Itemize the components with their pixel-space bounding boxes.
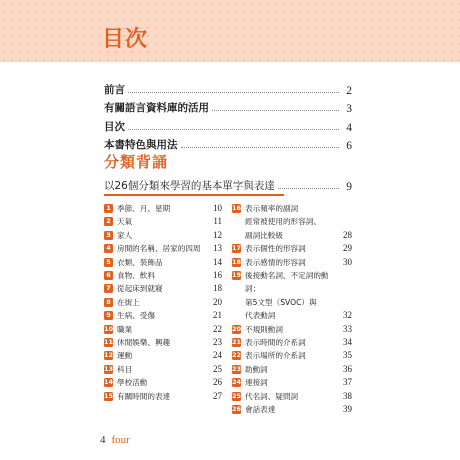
number-badge: 5 [104, 258, 113, 267]
toc-entry[interactable] [232, 363, 352, 376]
number-badge: 24 [232, 378, 242, 387]
front-matter-item[interactable] [104, 134, 352, 153]
front-matter-page: 2 [339, 85, 352, 97]
entry-page: 30 [343, 256, 352, 267]
page-footer [100, 434, 130, 446]
toc-entry[interactable] [232, 202, 352, 242]
toc-entry[interactable] [104, 363, 222, 376]
entry-title: 科目 [117, 364, 133, 374]
header-band [0, 0, 460, 62]
section-subtitle-page: 9 [339, 181, 352, 193]
entry-title: 食物、飲料 [117, 271, 155, 281]
dot-leader [181, 147, 340, 148]
toc-entry[interactable] [232, 336, 352, 349]
toc-entry[interactable] [104, 269, 222, 282]
entry-title: 表示時間的介系詞 [245, 338, 306, 348]
number-badge: 26 [232, 405, 242, 414]
front-matter-item[interactable] [104, 78, 352, 97]
entry-title: 會話表達 [245, 405, 276, 415]
entry-page: 25 [213, 363, 222, 374]
entry-page: 37 [343, 377, 352, 388]
entry-page: 23 [213, 337, 222, 348]
entry-title: 連接詞 [245, 378, 268, 388]
entry-title: 職業 [117, 324, 133, 334]
entry-title: 學校活動 [117, 378, 148, 388]
number-badge: 21 [232, 338, 242, 347]
entry-page: 28 [343, 229, 352, 240]
entry-title: 從起床到就寢 [117, 284, 163, 294]
entry-page: 27 [213, 390, 222, 401]
entry-title: 代名詞、疑問詞 [245, 391, 299, 401]
entry-title: 在街上 [117, 297, 140, 307]
entry-title: 表示場所的介系詞 [245, 351, 306, 361]
number-badge: 23 [232, 364, 242, 373]
entry-page: 12 [213, 229, 222, 240]
entry-title: 運動 [117, 351, 133, 361]
number-badge: 6 [104, 271, 113, 280]
toc-entry[interactable] [232, 242, 352, 255]
number-badge: 12 [104, 351, 114, 360]
footer-page-number: 4 [100, 434, 106, 446]
front-matter-label: 前言 [104, 82, 128, 97]
entry-title: 休閒娛樂、興趣 [117, 338, 171, 348]
section-subtitle-row[interactable] [104, 178, 352, 193]
entry-page: 34 [343, 337, 352, 348]
entry-title: 表示感情的形容詞 [245, 257, 306, 267]
toc-entry[interactable] [232, 323, 352, 336]
entry-page: 16 [213, 270, 222, 281]
toc-entry[interactable] [232, 349, 352, 362]
front-matter-page: 3 [339, 103, 352, 115]
toc-entry[interactable] [232, 390, 352, 403]
front-matter-label: 本書特色與用法 [104, 137, 181, 152]
front-matter-label: 目次 [104, 119, 128, 134]
entry-page: 39 [343, 404, 352, 415]
front-matter-page: 6 [339, 140, 352, 152]
entry-title: 季節、月、星期 [117, 204, 171, 213]
number-badge: 14 [104, 378, 114, 387]
number-badge: 9 [104, 311, 113, 320]
toc-column-right [232, 202, 352, 417]
entry-page: 35 [343, 350, 352, 361]
number-badge: 19 [232, 271, 242, 280]
entry-page: 29 [343, 243, 352, 254]
toc-entry[interactable] [232, 256, 352, 269]
entry-page: 10 [213, 203, 222, 213]
toc-entry[interactable] [104, 215, 222, 228]
entry-page: 38 [343, 390, 352, 401]
entry-title: 不規則動詞 [245, 324, 283, 334]
front-matter-item[interactable] [104, 97, 352, 116]
entry-page: 22 [213, 323, 222, 334]
entry-title: 天氣 [117, 217, 133, 227]
toc-entry[interactable] [104, 390, 222, 403]
number-badge: 13 [104, 364, 114, 373]
number-badge: 2 [104, 217, 113, 226]
number-badge: 16 [232, 204, 242, 212]
dot-leader [212, 110, 339, 111]
entry-page: 11 [213, 216, 222, 227]
number-badge: 20 [232, 324, 242, 333]
toc-column-left [104, 202, 222, 403]
toc-entry[interactable] [104, 256, 222, 269]
dot-leader [128, 129, 339, 130]
front-matter-label: 有關語言資料庫的活用 [104, 100, 212, 115]
number-badge: 22 [232, 351, 242, 360]
front-matter-item[interactable] [104, 115, 352, 134]
entry-page: 14 [213, 256, 222, 267]
footer-page-word: four [111, 434, 130, 446]
number-badge: 15 [104, 391, 114, 400]
entry-title: 表示個性的形容詞 [245, 244, 306, 254]
number-badge: 3 [104, 231, 113, 240]
number-badge: 8 [104, 298, 113, 307]
front-matter-list [104, 78, 352, 152]
entry-page: 18 [213, 283, 222, 294]
entry-title: 家人 [117, 230, 133, 240]
entry-page: 33 [343, 323, 352, 334]
entry-title: 生病、受傷 [117, 311, 155, 321]
toc-entry[interactable] [232, 403, 352, 416]
toc-entry[interactable] [104, 309, 222, 322]
dot-leader [128, 92, 339, 93]
toc-entry[interactable] [104, 282, 222, 295]
toc-entry[interactable] [104, 202, 222, 215]
section-heading: 分類背誦 [104, 153, 169, 171]
entry-title: 衣類、裝飾品 [117, 257, 163, 267]
entry-title: 房間的名稱、居家的四周 [117, 244, 201, 254]
entry-title: 表示頻率的副詞 經常被使用的形容詞、 副詞比較級 [245, 204, 321, 240]
toc-entry[interactable] [104, 296, 222, 309]
toc-entry[interactable] [104, 323, 222, 336]
entry-title: 有關時間的表達 [117, 391, 171, 401]
number-badge: 25 [232, 391, 242, 400]
number-badge: 7 [104, 284, 113, 293]
entry-page: 13 [213, 243, 222, 254]
number-badge: 18 [232, 257, 242, 266]
toc-entry[interactable] [104, 376, 222, 389]
number-badge: 1 [104, 204, 113, 213]
toc-entry[interactable] [104, 349, 222, 362]
number-badge: 10 [104, 324, 114, 333]
entry-page: 24 [213, 350, 222, 361]
entry-page: 21 [213, 310, 222, 321]
toc-entry[interactable] [232, 376, 352, 389]
section-underline [104, 194, 284, 196]
dot-leader [278, 188, 339, 189]
number-badge: 11 [104, 338, 114, 347]
entry-page: 32 [343, 310, 352, 321]
toc-entry[interactable] [104, 336, 222, 349]
page-title: 目次 [102, 27, 149, 52]
number-badge: 4 [104, 244, 113, 253]
section-subtitle: 以26個分類來學習的基本單字與表達 [104, 178, 278, 193]
entry-title: 助動詞 [245, 364, 268, 374]
entry-title: 後接動名詞、不定詞的動詞； 第5文型（SVOC）與 代表動詞 [245, 271, 329, 321]
front-matter-page: 4 [339, 122, 352, 134]
toc-entry[interactable] [104, 242, 222, 255]
toc-entry[interactable] [104, 229, 222, 242]
toc-entry[interactable] [232, 269, 352, 323]
entry-page: 26 [213, 377, 222, 388]
entry-page: 36 [343, 363, 352, 374]
number-badge: 17 [232, 244, 242, 253]
entry-page: 20 [213, 296, 222, 307]
